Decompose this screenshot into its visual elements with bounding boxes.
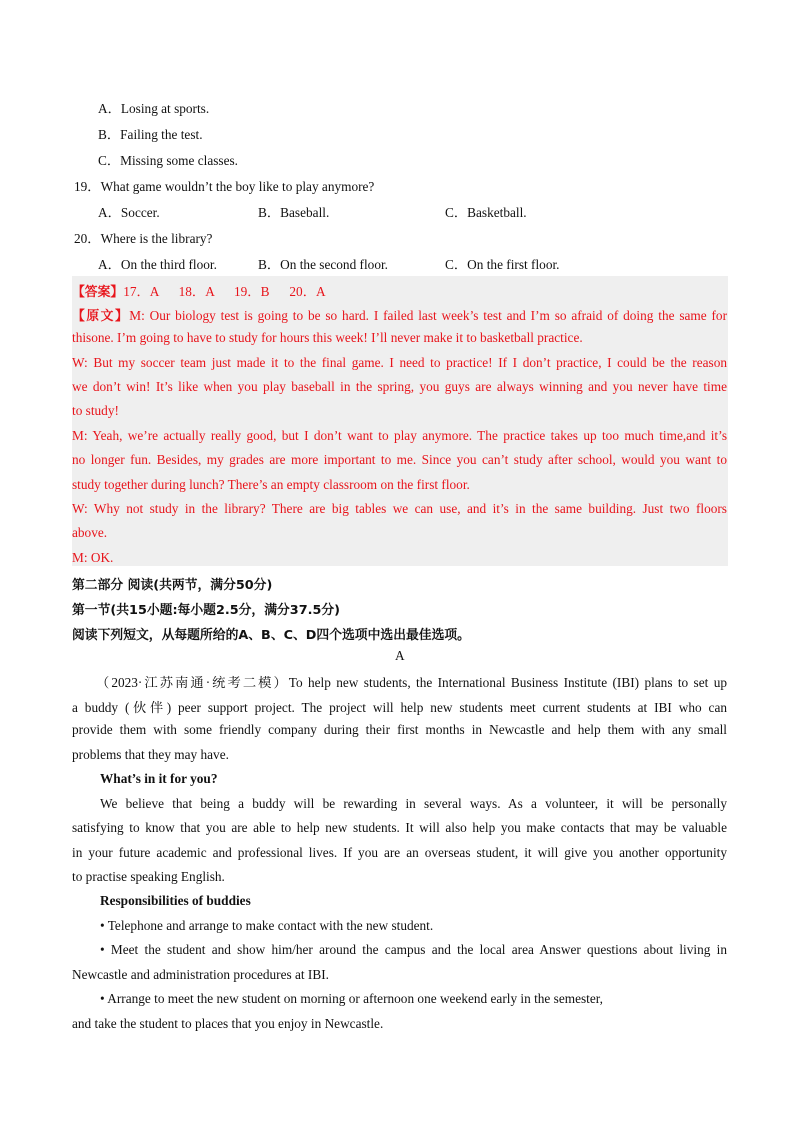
answer-line — [72, 281, 326, 300]
transcript-line: thisone. I’m going to have to study for hours this week! I’ll never make it to basketball practice. — [72, 330, 583, 345]
transcript-line: above. — [72, 525, 108, 540]
transcript-line: 【原文】M: Our biology test is going to be so hard. I failed last week’s test and I’m so afraid of doing the same for — [72, 308, 728, 324]
passage-p1-line: problems that they may have. — [72, 747, 229, 762]
q19-option-b: B．Baseball. — [258, 205, 330, 220]
passage-letter: A — [395, 648, 405, 663]
passage-p2-line: We believe that being a buddy will be rewarding in several ways. As a volunteer, it will be personally — [100, 796, 727, 811]
bullet-item-cont: Newcastle and administration procedures at IBI. — [72, 967, 329, 982]
q19-option-c: C．Basketball. — [445, 205, 527, 220]
bullet-item: • Meet the student and show him/her around the campus and the local area Answer questions about living in — [100, 942, 727, 957]
passage-p2-line: satisfying to know that you are able to help new students. It will also help you make contacts that may be valuable — [72, 820, 727, 835]
passage-p2-line: in your future academic and professional lives. If you are an overseas student, it will give you another opportunity — [72, 845, 727, 860]
q20-option-b: B．On the second floor. — [258, 257, 388, 272]
transcript-line: no longer fun. Besides, my grades are more important to me. Since you can’t study after school, would you want to — [72, 452, 727, 467]
q20-option-a: A．On the third floor. — [98, 257, 217, 272]
heading-responsibilities: Responsibilities of buddies — [100, 893, 251, 908]
q18-option-b: B．Failing the test. — [98, 127, 203, 142]
q19-option-a: A．Soccer. — [98, 205, 160, 220]
q20-stem: 20．Where is the library? — [74, 231, 213, 246]
bullet-item-cont: and take the student to places that you enjoy in Newcastle. — [72, 1016, 384, 1031]
transcript-line: we don’t win! It’s like when you play baseball in the spring, you guys are always winning and you never have time — [72, 379, 727, 394]
transcript-line: W: But my soccer team just made it to the final game. I need to practice! If I don’t practice, I could be the reason — [72, 355, 727, 370]
section-part-heading: 第二部分 阅读(共两节，满分50分) — [72, 578, 273, 593]
answer-text: 17．A 18．A 19．B 20．A — [123, 284, 326, 299]
passage-p1-line: provide them with some friendly company during their first months in Newcastle and help them with any small — [72, 722, 727, 737]
transcript-line: to study! — [72, 403, 119, 418]
section-instruction: 阅读下列短文，从每题所给的A、B、C、D四个选项中选出最佳选项。 — [72, 628, 470, 643]
transcript-line: study together during lunch? There’s an empty classroom on the first floor. — [72, 477, 470, 492]
section-sub-heading: 第一节(共15小题:每小题2.5分，满分37.5分) — [72, 603, 341, 618]
bullet-item: • Arrange to meet the new student on morning or afternoon one weekend early in the semester, — [100, 991, 603, 1006]
passage-p2-line: to practise speaking English. — [72, 869, 225, 884]
heading-whats-in-it: What’s in it for you? — [100, 771, 218, 786]
transcript-line: W: Why not study in the library? There are big tables we can use, and it’s in the same building. Just two floors — [72, 501, 727, 516]
passage-p1-line: （2023·江苏南通·统考二模）To help new students, the International Business Institute (IBI) plans to set up — [96, 675, 727, 690]
answer-label: 【答案】 — [72, 285, 124, 300]
transcript-label: 【原文】 — [72, 309, 130, 324]
bullet-item: • Telephone and arrange to make contact with the new student. — [100, 918, 434, 933]
q18-option-a: A．Losing at sports. — [98, 101, 210, 116]
passage-p1-line: a buddy (伙伴) peer support project. The project will help new students meet current students at IBI who can — [72, 700, 727, 715]
transcript-line: M: Yeah, we’re actually really good, but I don’t want to play anymore. The practice takes up too much time,and it’s — [72, 428, 727, 443]
q18-option-c: C．Missing some classes. — [98, 153, 238, 168]
q19-stem: 19．What game wouldn’t the boy like to play anymore? — [74, 179, 375, 194]
transcript-line: M: OK. — [72, 550, 114, 565]
q20-option-c: C．On the first floor. — [445, 257, 560, 272]
